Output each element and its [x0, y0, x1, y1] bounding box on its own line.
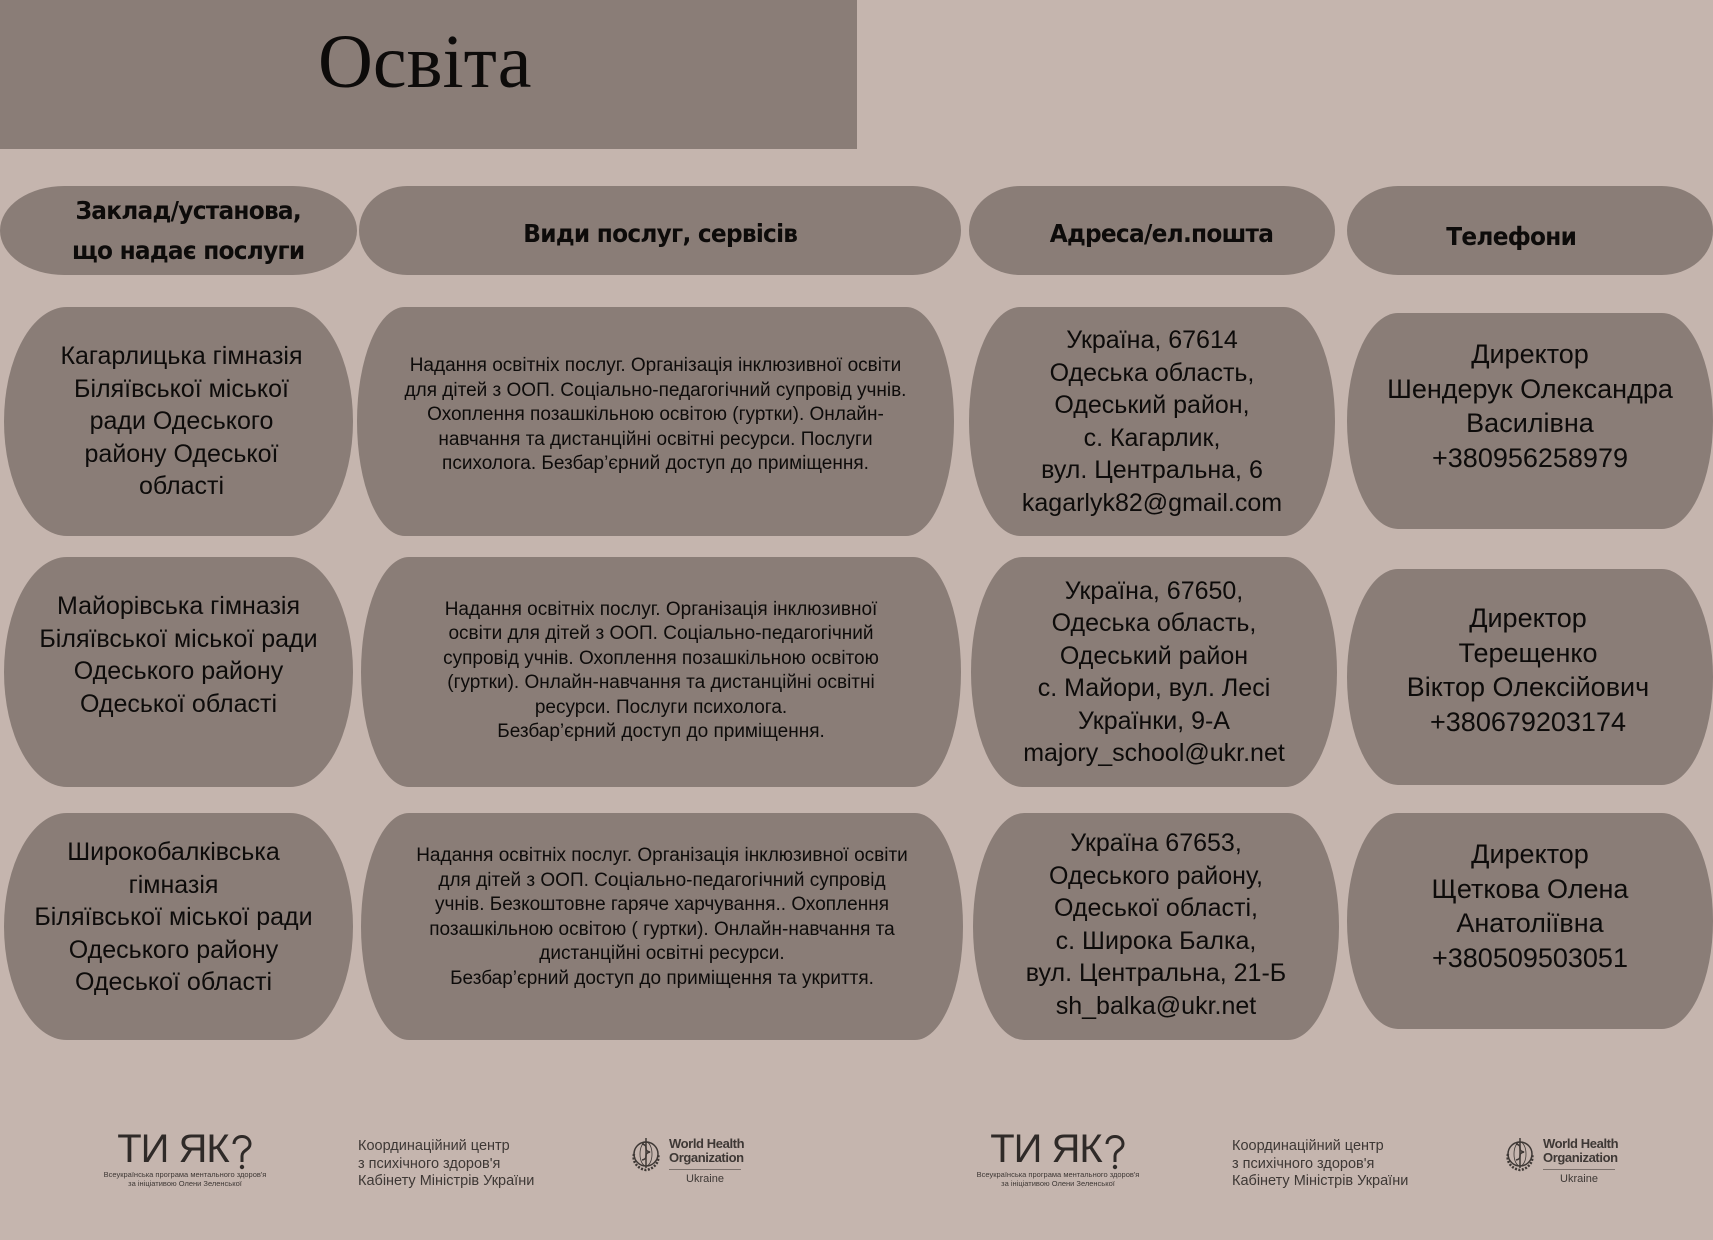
institution-line: Біляївської міської — [74, 374, 289, 403]
institution-line: Одеської області — [74, 968, 273, 997]
row-2-services — [361, 557, 961, 787]
phone-number[interactable]: +380679203174 — [1430, 706, 1626, 737]
institution-line: Одеського району — [68, 935, 279, 964]
services-line: Надання освітніх послуг. Організація інклюзивної освіти — [409, 355, 902, 377]
who-name: Organization — [1543, 1150, 1618, 1165]
services-line: (гуртки). Онлайн-навчання та дистанційні освітні — [447, 672, 875, 693]
contact-name: Терещенко — [1458, 637, 1598, 668]
contact-name: Василівна — [1466, 408, 1594, 438]
tiyak-subtitle: за ініціативою Олени Зеленської — [128, 1179, 242, 1188]
question-tree-icon — [231, 1130, 253, 1170]
email-link[interactable]: kagarlyk82@gmail.com — [1021, 488, 1283, 517]
who-name: World Health — [669, 1136, 745, 1151]
institution-line: району Одеської — [84, 439, 279, 468]
tiyak-subtitle: Всеукраїнська програма ментального здоров'я — [976, 1170, 1140, 1179]
services-line: учнів. Безкоштовне гаряче харчування.. Охоплення — [435, 894, 889, 915]
address-line: вул. Центральна, 21-Б — [1025, 959, 1287, 987]
header-institution-line: що надає послуги — [71, 235, 305, 265]
services-line: освіти для дітей з ООП. Соціально-педагогічний — [448, 623, 874, 644]
header-services — [359, 186, 961, 275]
institution-line: Майорівська гімназія — [56, 592, 301, 620]
coordination-line: Кабінету Міністрів України — [1232, 1173, 1409, 1189]
address-line: Одеський район — [1059, 641, 1249, 670]
who-logo — [1500, 1128, 1618, 1198]
row-3-institution — [4, 813, 353, 1040]
address-line: с. Майори, вул. Лесі — [1037, 674, 1271, 702]
tiyak-subtitle: Всеукраїнська програма ментального здоров'я — [103, 1170, 267, 1179]
coordination-line: Координаційний центр — [1232, 1138, 1384, 1154]
services-line: позашкільною освітою ( гуртки). Онлайн-навчання та — [429, 918, 895, 940]
institution-line: Біляївської міської ради — [39, 624, 318, 653]
coordination-line: з психічного здоров'я — [358, 1155, 501, 1172]
coordination-line: Кабінету Міністрів України — [358, 1173, 535, 1189]
tiyak-logo — [90, 1128, 280, 1198]
services-line: ресурси. Послуги психолога. — [534, 696, 788, 718]
tiyak-logo — [963, 1128, 1153, 1198]
question-tree-icon — [1104, 1130, 1126, 1170]
header-address — [969, 186, 1335, 275]
institution-line: Біляївської міської ради — [34, 903, 313, 932]
header-phones-label: Телефони — [1446, 221, 1577, 251]
header-institution — [0, 186, 357, 275]
phone-number[interactable]: +380509503051 — [1432, 942, 1628, 973]
contact-name: Анатоліївна — [1456, 908, 1604, 938]
who-divider — [669, 1169, 741, 1170]
header-services-label: Види послуг, сервісів — [523, 218, 797, 248]
who-emblem-icon — [1500, 1134, 1540, 1174]
row-1-institution — [4, 307, 353, 536]
row-2-address — [971, 557, 1337, 787]
services-line: Безбар’єрний доступ до приміщення. — [497, 721, 825, 742]
address-line: Одеський район, — [1054, 391, 1250, 419]
row-3-services — [361, 813, 963, 1040]
address-line: с. Широка Балка, — [1055, 926, 1257, 955]
services-line: супровід учнів. Охоплення позашкільною освітою — [443, 647, 879, 669]
row-3-phone — [1347, 813, 1713, 1029]
row-1-services — [357, 307, 954, 536]
header-phones — [1347, 186, 1713, 275]
email-link[interactable]: sh_balka@ukr.net — [1055, 991, 1257, 1020]
who-logo — [626, 1128, 744, 1198]
row-1-phone — [1347, 313, 1713, 529]
address-line: Одеська область, — [1051, 609, 1257, 637]
contact-role: Директор — [1471, 839, 1589, 869]
row-2-phone — [1347, 569, 1713, 785]
coordination-line: Координаційний центр — [358, 1138, 510, 1154]
tiyak-subtitle: за ініціативою Олени Зеленської — [1001, 1179, 1115, 1188]
row-1-address — [969, 307, 1335, 536]
services-line: навчання та дистанційні освітні ресурси. Послуги — [438, 428, 873, 450]
institution-line: Кагарлицька гімназія — [60, 342, 303, 371]
header-address-label: Адреса/ел.пошта — [1049, 218, 1274, 248]
services-line: Надання освітніх послуг. Організація інклюзивної освіти — [416, 845, 908, 866]
services-line: Безбар’єрний доступ до приміщення та укриття. — [450, 967, 874, 989]
who-name: Organization — [669, 1150, 744, 1165]
who-name: World Health — [1543, 1136, 1619, 1151]
who-country: Ukraine — [686, 1173, 724, 1185]
services-line: Охоплення позашкільною освітою (гуртки). Онлайн- — [427, 404, 884, 426]
who-country: Ukraine — [1560, 1173, 1598, 1185]
tiyak-logo-text: ТИ ЯК — [117, 1127, 229, 1171]
services-line: для дітей з ООП. Соціально-педагогічний супровід учнів. — [404, 379, 907, 401]
title-banner — [0, 0, 857, 149]
address-line: Українки, 9-А — [1078, 706, 1230, 735]
institution-line: гімназія — [128, 870, 219, 899]
address-line: Одеської області, — [1054, 894, 1258, 922]
address-line: Україна 67653, — [1070, 829, 1242, 857]
coordination-center-logo — [1232, 1128, 1408, 1208]
institution-line: Одеської області — [79, 689, 278, 718]
who-divider — [1543, 1169, 1615, 1170]
address-line: Україна, 67650, — [1064, 576, 1244, 605]
tiyak-logo-text: ТИ ЯК — [990, 1127, 1102, 1171]
institution-line: ради Одеського — [89, 407, 274, 436]
services-line: психолога. Безбар’єрний доступ до приміщення. — [442, 453, 869, 475]
who-emblem-icon — [626, 1134, 666, 1174]
services-line: Надання освітніх послуг. Організація інклюзивної — [444, 598, 878, 620]
contact-role: Директор — [1471, 339, 1589, 369]
institution-line: області — [138, 472, 225, 501]
contact-name: Щеткова Олена — [1431, 873, 1629, 904]
phone-number[interactable]: +380956258979 — [1432, 442, 1628, 473]
header-institution-line: Заклад/установа, — [75, 195, 301, 225]
row-2-institution — [4, 557, 353, 787]
address-line: Одеського району, — [1049, 861, 1263, 890]
contact-role: Директор — [1469, 603, 1587, 633]
page-title: Освіта — [318, 20, 532, 104]
address-line: с. Кагарлик, — [1083, 423, 1221, 452]
institution-line: Широкобалківська — [67, 838, 280, 867]
address-line: Одеська область, — [1049, 358, 1255, 387]
email-link[interactable]: majory_school@ukr.net — [1023, 739, 1285, 767]
institution-line: Одеського району — [73, 657, 284, 685]
contact-name: Віктор Олексійович — [1406, 672, 1650, 702]
row-3-address — [973, 813, 1339, 1040]
coordination-line: з психічного здоров'я — [1232, 1155, 1375, 1172]
services-line: дистанційні освітні ресурси. — [539, 943, 785, 964]
services-line: для дітей з ООП. Соціально-педагогічний супровід — [438, 869, 886, 891]
contact-name: Шендерук Олександра — [1387, 373, 1673, 404]
coordination-center-logo — [358, 1128, 534, 1208]
address-line: Україна, 67614 — [1066, 326, 1238, 354]
address-line: вул. Центральна, 6 — [1041, 456, 1263, 484]
